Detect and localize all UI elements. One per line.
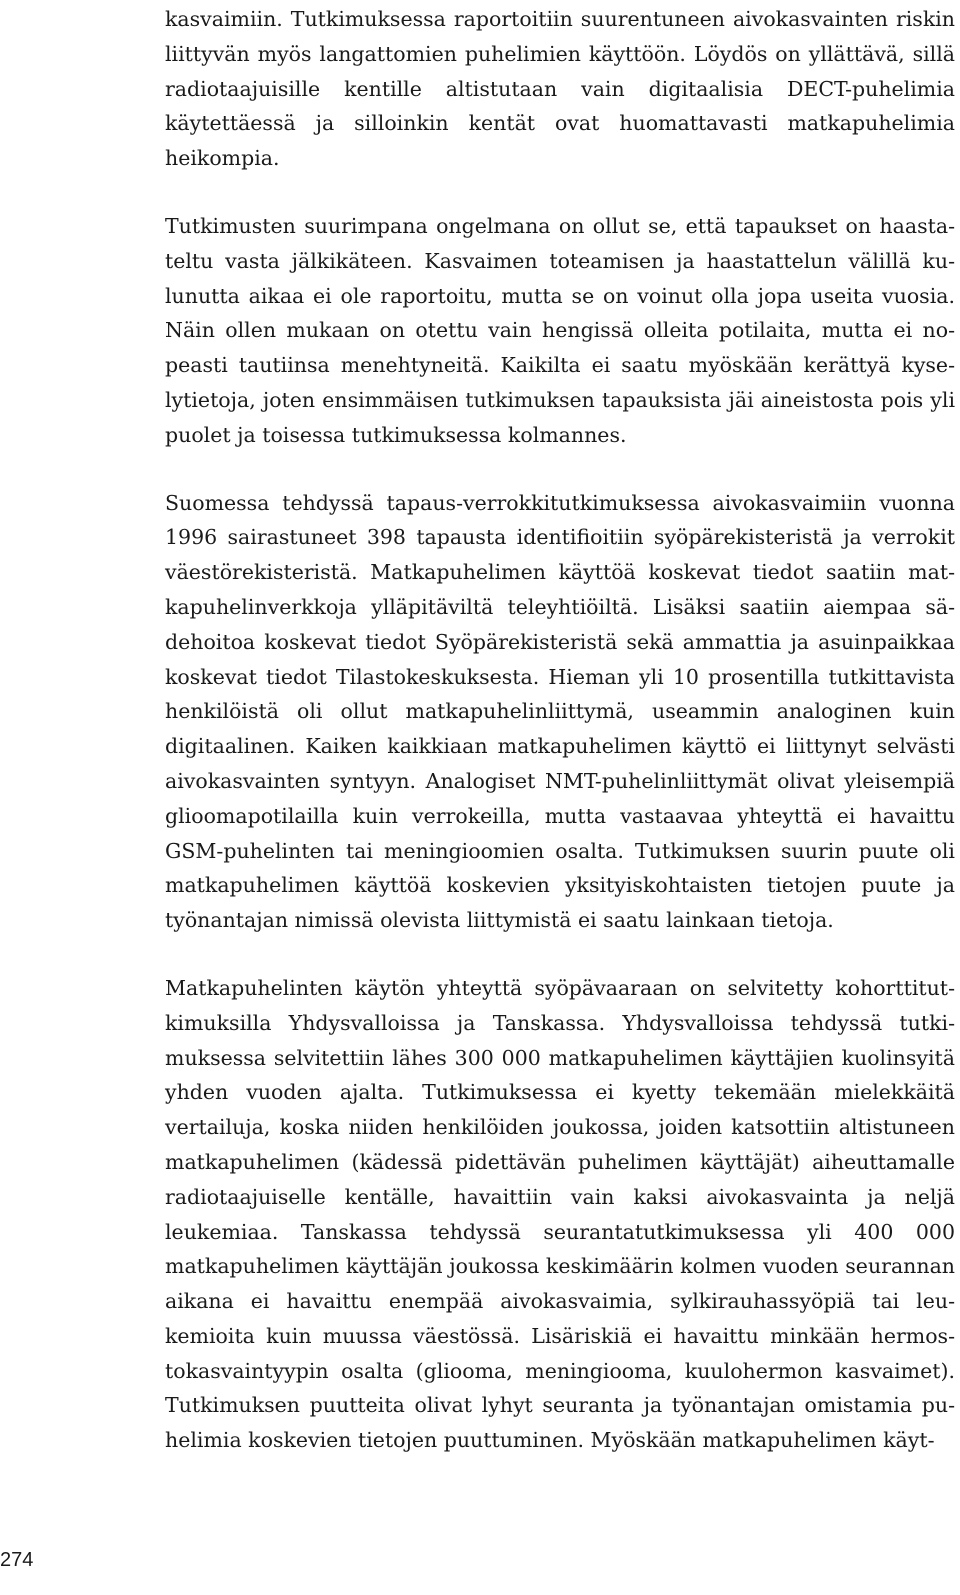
page-number: 274 <box>0 1549 34 1571</box>
paragraph: kasvaimiin. Tutkimuksessa raportoitiin suurentuneen aivokasvainten riskin liittyvän myös langattomien puhelimien käyttöön. Löydös on yllättävä, sillä radiotaajuisille kentille altistutaan vain digitaalisia DECT-puhelimia käytettäessä ja silloinkin kentät ovat huomattavasti matkapuhelimia heikompia. <box>165 7 955 171</box>
paragraph: Tutkimusten suurimpana ongelmana on ollut se, että tapaukset on haastateltu vasta jälkikäteen. Kasvaimen toteamisen ja haastattelun välillä kulunutta aikaa ei ole raportoitu, mutta se on voinut olla jopa useita vuosia. Näin ollen mukaan on otettu vain hengissä olleita potilaita, mutta ei nopeasti tautiinsa menehtyneitä. Kaikilta ei saatu myöskään kerättyä kyselytietoja, joten ensimmäisen tutkimuksen tapauksista jäi aineistosta pois yli puolet ja toisessa tutkimuksessa kolmannes. <box>165 213 955 447</box>
paragraph: Suomessa tehdyssä tapaus-verrokkitutkimuksessa aivokasvaimiin vuonna 1996 sairastuneet 398 tapausta identifioitiin syöpärekisteristä ja verrokit väestörekisteristä. Matkapuhelimen käyttöä koskevat tiedot saatiin matkapuhelinverkkoja ylläpitäviltä teleyhtiöiltä. Lisäksi saatiin aiempaa sädehoitoa koskevat tiedot Syöpärekisteristä sekä ammattia ja asuinpaikkaa koskevat tiedot Tilastokeskuksesta. Hieman yli 10 prosentilla tutkittavista henkilöistä oli ollut matkapuhelinliittymä, useammin analoginen kuin digitaalinen. Kaiken kaikkiaan matkapuhelimen käyttö ei liittynyt selvästi aivokasvainten syntyyn. Analogiset NMT-puhelinliittymät olivat yleisempiä glioomapotilailla kuin verrokeilla, mutta vastaavaa yhteyttä ei havaittu GSM-puhelinten tai meningioomien osalta. Tutkimuksen suurin puute oli matkapuhelimen käyttöä koskevien yksityiskohtaisten tietojen puute ja työnantajan nimissä olevista liittymistä ei saatu lainkaan tietoja. <box>165 490 955 933</box>
paragraph: Matkapuhelinten käytön yhteyttä syöpävaaraan on selvitetty kohorttitutkimuksilla Yhdysvalloissa ja Tanskassa. Yhdysvalloissa tehdyssä tutkimuksessa selvitettiin lähes 300 000 matkapuhelimen käyttäjien kuolinsyitä yhden vuoden ajalta. Tutkimuksessa ei kyetty tekemään mielekkäitä vertailuja, koska niiden henkilöiden joukossa, joiden katsottiin altistuneen matkapuhelimen (kädessä pidettävän puhelimen käyttäjät) aiheuttamalle radiotaajuiselle kentälle, havaittiin vain kaksi aivokasvainta ja neljä leukemiaa. Tanskassa tehdyssä seurantatutkimuksessa yli 400 000 matkapuhelimen käyttäjän joukossa keskimäärin kolmen vuoden seurannan aikana ei havaittu enempää aivokasvaimia, sylkirauhassyöpiä tai leukemioita kuin muussa väestössä. Lisäriskiä ei havaittu minkään hermostokasvaintyypin osalta (glioomа, meningioomа, kuulohermon kasvaimet). Tutkimuksen puutteita olivat lyhyt seuranta ja työnantajan omistamia puhelimia koskevien tietojen puuttuminen. Myöskään matkapuhelimen käyt- <box>165 975 955 1453</box>
document-body <box>165 2 955 1458</box>
